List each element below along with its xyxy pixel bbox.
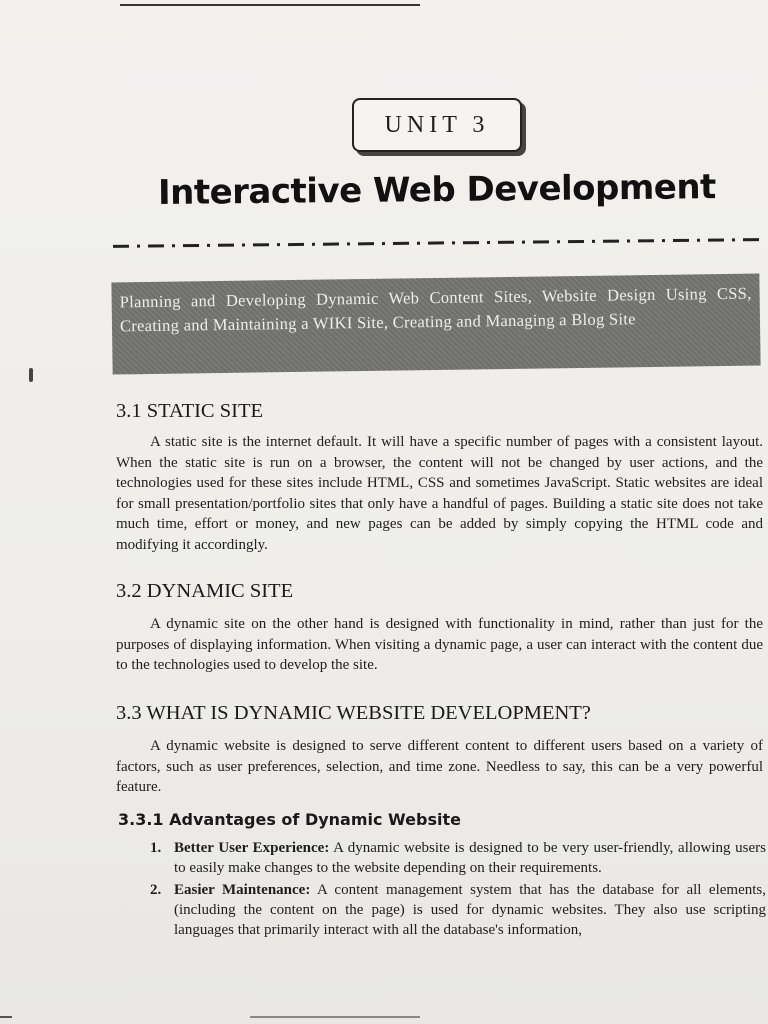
- section-paragraph-3-2: A dynamic site on the other hand is designed with functionality in mind, rather than just for the purposes of displaying information. When visiting a dynamic page, a user can interact with the content due to the technologies used to develop the site.: [116, 616, 763, 673]
- list-item-number: 1.: [150, 840, 162, 856]
- advantages-list: [150, 838, 766, 942]
- unit-label-box: [352, 98, 522, 152]
- list-item-text: A content management system that has the database for all elements, (including the content on the page) is used for dynamic websites. They also use scripting languages that primarily interact with all the database's information,: [174, 882, 766, 938]
- list-item-term: Easier Maintenance:: [174, 882, 311, 898]
- list-item: [150, 880, 766, 940]
- list-item: [150, 838, 766, 878]
- margin-mark: [29, 368, 33, 382]
- section-heading-3-3: 3.3 WHAT IS DYNAMIC WEBSITE DEVELOPMENT?: [116, 702, 591, 724]
- list-item-text: A dynamic website is designed to be very user-friendly, allowing users to easily make changes to the website depending on their requirements.: [174, 840, 766, 876]
- bottom-edge-rule: [0, 1016, 768, 1018]
- list-item-term: Better User Experience:: [174, 840, 330, 856]
- topics-band: [111, 273, 760, 374]
- top-edge-rule: [120, 4, 420, 6]
- chapter-title: Interactive Web Development: [157, 167, 717, 213]
- section-heading-3-2: 3.2 DYNAMIC SITE: [116, 580, 294, 602]
- topics-text: Planning and Developing Dynamic Web Content Sites, Website Design Using CSS, Creating and Maintaining a WIKI Site, Creating and Managing a Blog Site: [119, 283, 752, 336]
- subsection-heading-3-3-1: 3.3.1 Advantages of Dynamic Website: [118, 810, 461, 829]
- section-paragraph-3-3: A dynamic website is designed to serve different content to different users based on a variety of factors, such as user preferences, selection, and time zone. Needless to say, this can be a very powerful feature.: [116, 738, 763, 795]
- dash-dot-divider: [113, 233, 763, 254]
- unit-label: UNIT 3: [384, 111, 490, 138]
- section-heading-3-1: 3.1 STATIC SITE: [116, 400, 263, 422]
- list-item-number: 2.: [150, 882, 162, 898]
- section-paragraph-3-1: A static site is the internet default. It will have a specific number of pages with a consistent layout. When the static site is run on a browser, the content will not be changed by user actions, and the technologies used for these sites include HTML, CSS and sometimes JavaScript. Static websites are ideal for small presentation/portfolio sites that only have a handful of pages. Building a static site does not take much time, effort or money, and new pages can be added by simply copying the HTML code and modifying it accordingly.: [116, 434, 763, 553]
